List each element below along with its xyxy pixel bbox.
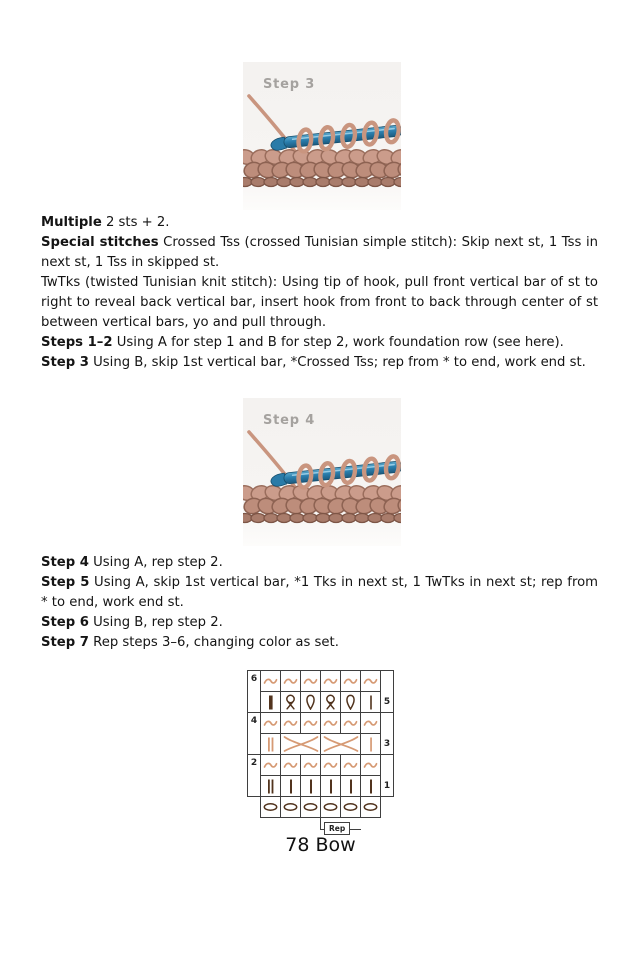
chart-cell (300, 670, 321, 692)
instruction-step-label: Step 7 (41, 635, 89, 650)
instruction-paragraph (41, 553, 598, 573)
instruction-paragraph (41, 573, 598, 613)
instructions-block-2 (41, 553, 598, 653)
instruction-step-label: Step 5 (41, 575, 90, 590)
chart-cell (340, 691, 361, 713)
rep-label: Rep (324, 822, 350, 835)
chart-cell (360, 712, 381, 734)
tilde-icon (263, 761, 278, 770)
chart-cell (360, 733, 381, 755)
chart-cell (300, 775, 321, 797)
instruction-step-label: Special stitches (41, 235, 159, 250)
instruction-step-label: Steps 1–2 (41, 335, 113, 350)
chart-cell (360, 796, 381, 818)
instruction-text: TwTks (twisted Tunisian knit stitch): Using tip of hook, pull front vertical bar of st to right to reveal back vertical bar, insert hook from front to back through center of st between vertical bars, yo and pull through. (41, 275, 598, 330)
instruction-step-label: Step 6 (41, 615, 89, 630)
twtks-icon (284, 694, 297, 710)
tilde-icon (323, 761, 338, 770)
tilde-icon (283, 677, 298, 686)
instruction-paragraph (41, 273, 598, 333)
chart-cell (260, 670, 281, 692)
chart-cell (340, 796, 361, 818)
chart-cell (260, 691, 281, 713)
tilde-icon (303, 761, 318, 770)
chart-cell (300, 691, 321, 713)
chart-cell (280, 754, 301, 776)
instruction-paragraph (41, 633, 598, 653)
chart-cell (260, 754, 281, 776)
chart-cell (360, 775, 381, 797)
chart-row-number-left: 4 (247, 712, 261, 755)
chart-cell (280, 796, 301, 818)
instruction-paragraph (41, 213, 598, 233)
chart-row-number-left: 2 (247, 754, 261, 797)
cross-icon (322, 735, 360, 753)
bar-thick-icon (268, 695, 274, 710)
chart-cell (300, 754, 321, 776)
stitch-chart-grid (247, 670, 394, 818)
tilde-icon (303, 719, 318, 728)
chart-cell (260, 796, 281, 818)
chart-cell (300, 796, 321, 818)
tilde-icon (363, 677, 378, 686)
chart-cell (280, 691, 301, 713)
cross-icon (282, 735, 320, 753)
chart-caption: 78 Bow (285, 834, 356, 856)
tilde-icon (343, 761, 358, 770)
chart-cell (280, 712, 301, 734)
chart-cell (320, 775, 341, 797)
chart-cell (360, 754, 381, 776)
instruction-text: Using B, rep step 2. (88, 615, 223, 630)
instruction-text: Using A, rep step 2. (88, 555, 223, 570)
chart-cell (320, 691, 341, 713)
chart-cell (360, 670, 381, 692)
instruction-step-label: Step 3 (41, 355, 89, 370)
bar-thin-orange-icon (369, 737, 373, 752)
instruction-paragraph (41, 353, 598, 373)
chart-cell (320, 670, 341, 692)
chart-cell (320, 712, 341, 734)
bar-icon (349, 779, 353, 794)
chart-cell (280, 670, 301, 692)
instructions-block-1 (41, 213, 598, 373)
bar-thin-icon (369, 695, 373, 710)
tilde-icon (263, 677, 278, 686)
chart-cell (320, 733, 361, 755)
chart-cell (340, 754, 361, 776)
tilde-icon (363, 719, 378, 728)
chart-cell (340, 670, 361, 692)
instruction-text: Rep steps 3–6, changing color as set. (88, 635, 339, 650)
oval-icon (302, 802, 319, 812)
instruction-paragraph (41, 333, 598, 353)
bar-icon (329, 779, 333, 794)
tks-icon (305, 694, 316, 710)
step3-photo (243, 62, 401, 210)
chart-cell (320, 796, 341, 818)
tilde-icon (283, 761, 298, 770)
oval-icon (282, 802, 299, 812)
chart-cell (300, 712, 321, 734)
chart-cell (360, 691, 381, 713)
instruction-text: Using B, skip 1st vertical bar, *Crossed Tss; rep from * to end, work end st. (88, 355, 586, 370)
instruction-step-label: Step 4 (41, 555, 89, 570)
bar-icon (289, 779, 293, 794)
tilde-icon (363, 761, 378, 770)
bar-icon (309, 779, 313, 794)
step4-photo (243, 398, 401, 546)
chart-cell (280, 775, 301, 797)
bar-double-icon (267, 779, 275, 794)
chart-cell (340, 712, 361, 734)
chart-cell (340, 775, 361, 797)
chart-row-number-left: 6 (247, 670, 261, 713)
rep-bracket (320, 817, 361, 833)
chart-cell (260, 733, 281, 755)
step4-photo-label: Step 4 (263, 413, 316, 428)
tilde-icon (343, 719, 358, 728)
step3-photo-label: Step 3 (263, 77, 316, 92)
tilde-icon (343, 677, 358, 686)
oval-icon (362, 802, 379, 812)
instruction-text: Using A, skip 1st vertical bar, *1 Tks in next st, 1 TwTks in next st; rep from * to end, work end st. (41, 575, 598, 610)
instruction-text: Using A for step 1 and B for step 2, work foundation row (see here). (112, 335, 564, 350)
instruction-step-label: Multiple (41, 215, 102, 230)
chart-row-number-right: 3 (380, 712, 394, 755)
twtks-icon (324, 694, 337, 710)
oval-icon (342, 802, 359, 812)
tilde-icon (303, 677, 318, 686)
chart-cell (260, 775, 281, 797)
chart-row-number-right: 1 (380, 754, 394, 797)
instruction-paragraph (41, 233, 598, 273)
chart-row-number-right: 5 (380, 670, 394, 713)
bar-double-orange-icon (267, 737, 275, 752)
oval-icon (322, 802, 339, 812)
tilde-icon (263, 719, 278, 728)
instruction-paragraph (41, 613, 598, 633)
tks-icon (345, 694, 356, 710)
chart-cell (260, 712, 281, 734)
tilde-icon (323, 719, 338, 728)
oval-icon (262, 802, 279, 812)
chart-cell (280, 733, 321, 755)
instruction-text: Crossed Tss (crossed Tunisian simple stitch): Skip next st, 1 Tss in next st, 1 Tss in skipped st. (41, 235, 598, 270)
instruction-text: 2 sts + 2. (101, 215, 170, 230)
bar-icon (369, 779, 373, 794)
chart-cell (320, 754, 341, 776)
tilde-icon (283, 719, 298, 728)
stitch-chart (247, 670, 394, 865)
tilde-icon (323, 677, 338, 686)
